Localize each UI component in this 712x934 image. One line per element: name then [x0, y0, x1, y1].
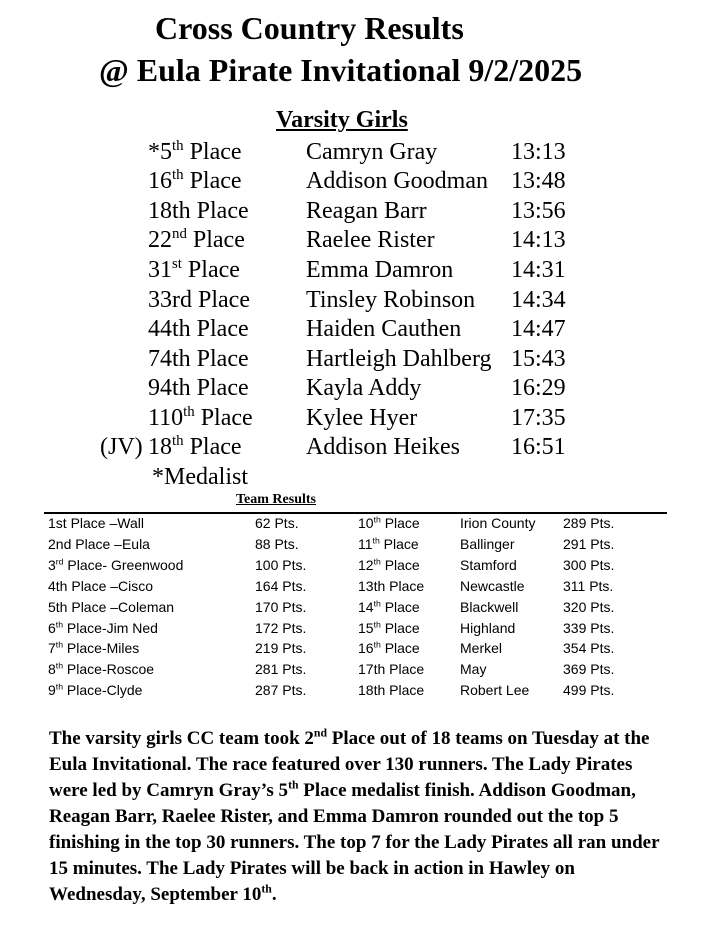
team-points-left: 100 Pts.: [255, 556, 307, 573]
team-results-divider: [44, 512, 667, 514]
team-place-right: [358, 618, 420, 636]
team-place-left-post: Place-Jim Ned: [63, 619, 158, 636]
team-place-right: [358, 597, 420, 615]
team-place-left: [48, 516, 144, 530]
team-name-right: Merkel: [460, 640, 503, 657]
result-time: 14:47: [511, 316, 566, 342]
team-place-left: [48, 600, 174, 614]
team-results-heading: Team Results: [236, 492, 316, 507]
summary-sup-1: nd: [313, 726, 328, 740]
team-place-right-pre: 14: [358, 598, 374, 615]
team-place-right-sup: th: [372, 535, 380, 546]
result-place-post: Place: [183, 168, 242, 194]
result-runner-name: Tinsley Robinson: [306, 287, 476, 313]
result-place-pre: 31: [148, 257, 172, 283]
result-runner-name: Emma Damron: [306, 257, 454, 283]
team-place-left-pre: 2nd Place –Eula: [48, 535, 150, 552]
result-place: [148, 347, 249, 371]
result-place: [148, 288, 250, 312]
result-time: 14:31: [511, 257, 566, 283]
team-points-left: 170 Pts.: [255, 598, 307, 615]
team-place-left-post: Place-Roscoe: [63, 661, 155, 678]
team-name-right: Ballinger: [460, 535, 515, 552]
team-place-right-pre: 16: [358, 640, 374, 657]
team-place-left-pre: 1st Place –Wall: [48, 515, 144, 531]
summary-text-1: The varsity girls CC team took 2: [49, 728, 314, 749]
team-place-right-pre: 11: [358, 535, 373, 552]
result-place-post: Place: [194, 405, 253, 431]
team-place-left: [48, 641, 139, 655]
result-place-pre: 74th Place: [148, 346, 249, 372]
team-place-right: [358, 516, 420, 530]
result-place-pre: 44th Place: [148, 316, 249, 342]
summary-sup-2: th: [288, 778, 299, 792]
result-runner-name: Camryn Gray: [306, 139, 438, 165]
result-time: 15:43: [511, 346, 566, 372]
summary-sup-3: th: [261, 882, 272, 896]
result-runner-name: Haiden Cauthen: [306, 316, 462, 342]
team-place-left-sup: th: [55, 618, 64, 629]
team-name-right: Blackwell: [460, 598, 519, 615]
result-runner-name: Kayla Addy: [306, 375, 422, 401]
result-place-post: Place: [183, 139, 242, 165]
result-place-pre: *5: [148, 139, 172, 165]
team-place-right-post: Place: [380, 640, 420, 657]
team-points-right: 320 Pts.: [563, 598, 615, 615]
team-points-left: 88 Pts.: [255, 535, 299, 552]
team-place-right: [358, 537, 419, 551]
team-points-right: 300 Pts.: [563, 556, 615, 573]
result-place: [148, 140, 242, 164]
team-place-right: [358, 683, 424, 697]
result-runner-name: Addison Goodman: [306, 168, 488, 194]
result-time: 16:51: [511, 434, 566, 460]
team-place-right-sup: th: [373, 639, 381, 650]
result-time: 17:35: [511, 405, 566, 431]
team-place-left-pre: 9: [48, 682, 56, 699]
result-place-sup: th: [183, 404, 195, 420]
result-place-pre: 33rd Place: [148, 287, 250, 313]
result-place-sup: th: [172, 138, 184, 154]
team-points-right: 354 Pts.: [563, 640, 615, 657]
team-place-right-pre: 17th Place: [358, 661, 425, 678]
team-place-left-sup: th: [55, 639, 64, 650]
team-name-right: Stamford: [460, 556, 517, 573]
summary-text-3: Place medalist finish. Addison Goodman, Reagan Barr, Raelee Rister, and Emma Damron rounded out the top 5 finishing in the top 30 runners. The top 7 for the Lady Pirates all ran under 15 minutes. The Lady Pirates will be back in action in Hawley on Wednesday, September 10: [49, 780, 660, 905]
result-place: [148, 199, 249, 223]
result-runner-name: Kylee Hyer: [306, 405, 418, 431]
summary-paragraph: [49, 726, 669, 908]
team-name-right: May: [460, 661, 487, 678]
team-place-left-post: Place-Clyde: [63, 682, 143, 699]
result-runner-name: Raelee Rister: [306, 227, 435, 253]
team-place-left-pre: 5th Place –Coleman: [48, 598, 175, 615]
team-place-left: [48, 618, 158, 636]
result-place-sup: nd: [172, 226, 187, 242]
team-name-right: Highland: [460, 619, 516, 636]
team-name-right: Newcastle: [460, 577, 525, 594]
result-place-pre: 16: [148, 168, 172, 194]
team-points-left: 281 Pts.: [255, 661, 307, 678]
result-place-pre: 22: [148, 227, 172, 253]
team-place-right-pre: 10: [358, 515, 374, 531]
team-points-left: 164 Pts.: [255, 577, 307, 594]
team-points-left: 62 Pts.: [255, 515, 299, 531]
team-place-left-pre: 4th Place –Cisco: [48, 577, 154, 594]
team-place-right-post: Place: [380, 619, 420, 636]
team-name-right: Robert Lee: [460, 682, 530, 699]
title-line-1: Cross Country Results: [155, 10, 464, 46]
team-place-right-post: Place: [380, 598, 420, 615]
team-points-left: 287 Pts.: [255, 682, 307, 699]
result-place-sup: th: [172, 167, 184, 183]
team-place-left-pre: 8: [48, 661, 56, 678]
team-place-right-post: Place: [380, 556, 420, 573]
result-runner-name: Hartleigh Dahlberg: [306, 346, 492, 372]
team-place-right-sup: th: [373, 618, 381, 629]
result-time: 13:56: [511, 198, 566, 224]
team-place-right-pre: 15: [358, 619, 374, 636]
team-place-left-sup: th: [55, 681, 64, 692]
result-place-sup: st: [172, 256, 182, 272]
result-place: [148, 376, 249, 400]
result-place-pre: 18: [148, 434, 172, 460]
team-place-left: [48, 558, 183, 572]
team-place-right: [358, 579, 424, 593]
team-place-left-post: Place- Greenwood: [63, 556, 184, 573]
team-place-right-sup: th: [373, 597, 381, 608]
medalist-note: *Medalist: [152, 464, 248, 490]
result-place: [148, 435, 242, 459]
team-place-left: [48, 683, 142, 697]
result-place-pre: 94th Place: [148, 375, 249, 401]
result-place-pre: 18th Place: [148, 198, 249, 224]
result-runner-name: Addison Heikes: [306, 434, 460, 460]
result-place: [148, 228, 245, 252]
team-place-right-pre: 18th Place: [358, 682, 425, 699]
result-place: [148, 258, 240, 282]
result-time: 13:13: [511, 139, 566, 165]
result-time: 14:34: [511, 287, 566, 313]
team-place-right: [358, 558, 420, 572]
team-place-left-post: Place-Miles: [63, 640, 140, 657]
team-place-right-post: Place: [380, 515, 420, 531]
result-place-pre: 110: [148, 405, 184, 431]
title-line-2: @ Eula Pirate Invitational 9/2/2025: [99, 52, 583, 88]
team-name-right: Irion County: [460, 515, 536, 531]
team-place-left-sup: rd: [55, 556, 64, 567]
summary-text-2: Place out of 18 teams on Tuesday at the Eula Invitational. The race featured over 130 runners. The Lady Pirates were led by Camryn Gray’s 5: [49, 728, 650, 801]
result-runner-name: Reagan Barr: [306, 198, 427, 224]
team-place-left-pre: 6: [48, 619, 56, 636]
team-place-left: [48, 579, 153, 593]
team-place-right: [358, 662, 424, 676]
summary-text-4: .: [271, 884, 277, 905]
result-place-post: Place: [186, 227, 245, 253]
team-place-right-pre: 13th Place: [358, 577, 425, 594]
team-place-right-pre: 12: [358, 556, 374, 573]
result-place: [148, 406, 253, 430]
team-points-right: 311 Pts.: [563, 577, 614, 594]
result-place-sup: th: [172, 433, 184, 449]
result-place: [148, 317, 249, 341]
result-time: 14:13: [511, 227, 566, 253]
team-place-right-sup: th: [373, 556, 381, 567]
team-place-left-pre: 3: [48, 556, 56, 573]
team-place-right-sup: th: [373, 514, 381, 525]
result-time: 16:29: [511, 375, 566, 401]
team-place-left: [48, 537, 150, 551]
result-place: [148, 169, 242, 193]
result-place-post: Place: [181, 257, 240, 283]
team-points-left: 219 Pts.: [255, 640, 307, 657]
team-place-left-pre: 7: [48, 640, 56, 657]
result-place-post: Place: [183, 434, 242, 460]
result-time: 13:48: [511, 168, 566, 194]
team-points-right: 339 Pts.: [563, 619, 615, 636]
team-points-right: 369 Pts.: [563, 661, 615, 678]
team-points-right: 289 Pts.: [563, 515, 615, 531]
team-points-left: 172 Pts.: [255, 619, 307, 636]
team-place-left: [48, 662, 154, 676]
result-division: (JV): [100, 434, 143, 460]
team-points-right: 291 Pts.: [563, 535, 615, 552]
team-points-right: 499 Pts.: [563, 682, 615, 699]
team-place-right-post: Place: [379, 535, 419, 552]
varsity-girls-heading: Varsity Girls: [276, 107, 408, 133]
team-place-left-sup: th: [55, 660, 64, 671]
team-place-right: [358, 641, 420, 655]
